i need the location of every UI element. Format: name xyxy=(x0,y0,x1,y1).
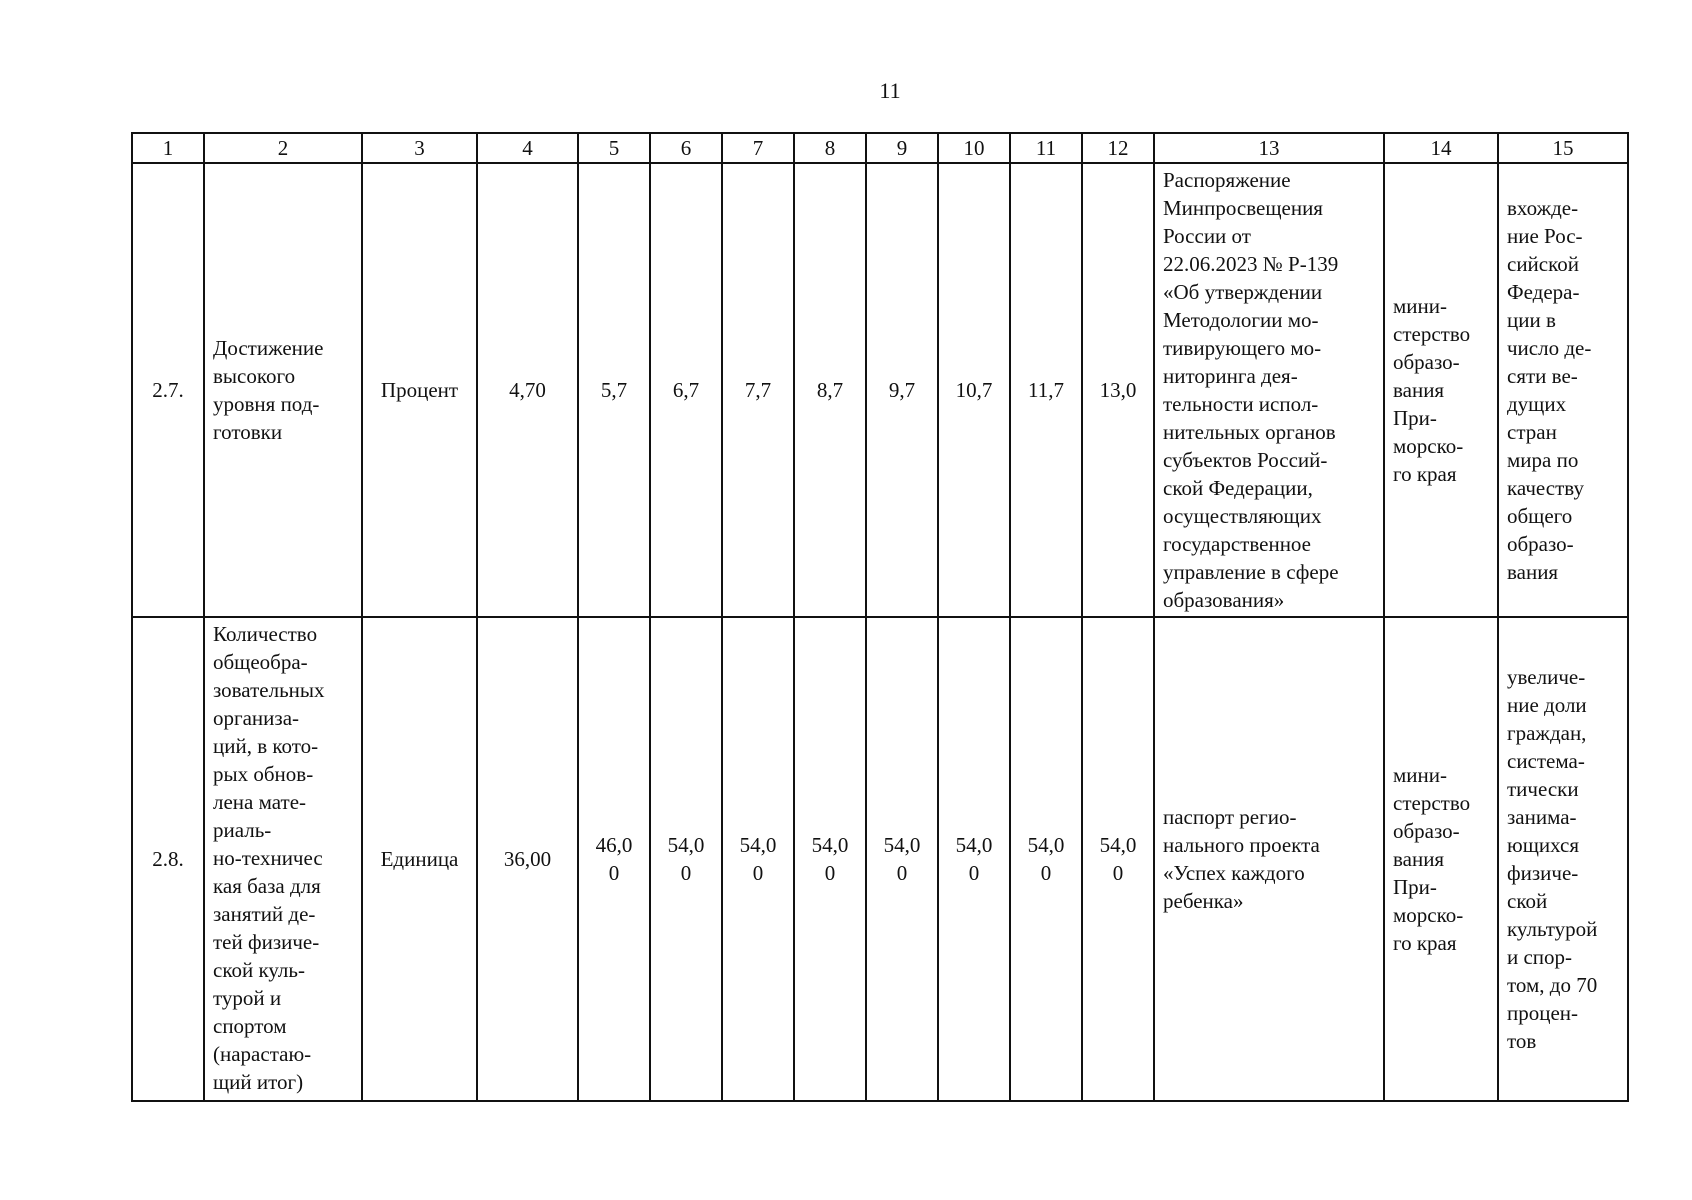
base-value-cell: 36,00 xyxy=(477,617,578,1101)
header-cell-11: 11 xyxy=(1010,133,1082,163)
header-cell-2: 2 xyxy=(204,133,362,163)
page-number: 11 xyxy=(879,78,901,103)
header-cell-8: 8 xyxy=(794,133,866,163)
document-cell: паспорт регио- нального проекта «Успех каждого ребенка» xyxy=(1154,617,1384,1101)
value-cell: 5,7 xyxy=(578,163,650,617)
header-cell-12: 12 xyxy=(1082,133,1154,163)
responsible-cell: мини- стерство образо- вания При- морско- го края xyxy=(1384,617,1498,1101)
unit-cell: Процент xyxy=(362,163,477,617)
header-cell-7: 7 xyxy=(722,133,794,163)
base-value-cell: 4,70 xyxy=(477,163,578,617)
value-cell: 54,0 0 xyxy=(1010,617,1082,1101)
value-cell: 10,7 xyxy=(938,163,1010,617)
value-cell: 8,7 xyxy=(794,163,866,617)
value-cell: 54,0 0 xyxy=(938,617,1010,1101)
header-cell-6: 6 xyxy=(650,133,722,163)
result-cell: увеличе- ние доли граждан, система- тически занима- ющихся физиче- ской культурой и спор- том, до 70 процен- тов xyxy=(1498,617,1628,1101)
value-cell: 54,0 0 xyxy=(1082,617,1154,1101)
table-row xyxy=(132,163,1628,617)
indicators-table xyxy=(131,132,1629,1102)
document-cell: Распоряжение Минпросвещения России от 22.06.2023 № Р-139 «Об утверждении Методологии мо- тивирующего мо- ниторинга дея- тельности испол- нительных органов субъектов Россий- ской Федерации, осуществляющих государственное управление в сфере образования» xyxy=(1154,163,1384,617)
header-cell-14: 14 xyxy=(1384,133,1498,163)
value-cell: 13,0 xyxy=(1082,163,1154,617)
value-cell: 54,0 0 xyxy=(866,617,938,1101)
result-cell: вхожде- ние Рос- сийской Федера- ции в число де- сяти ве- дущих стран мира по качеству общего образо- вания xyxy=(1498,163,1628,617)
header-cell-10: 10 xyxy=(938,133,1010,163)
value-cell: 54,0 0 xyxy=(650,617,722,1101)
header-cell-1: 1 xyxy=(132,133,204,163)
indicator-name: Достижение высокого уровня под- готовки xyxy=(204,163,362,617)
value-cell: 46,0 0 xyxy=(578,617,650,1101)
value-cell: 7,7 xyxy=(722,163,794,617)
value-cell: 9,7 xyxy=(866,163,938,617)
header-cell-5: 5 xyxy=(578,133,650,163)
value-cell: 11,7 xyxy=(1010,163,1082,617)
responsible-cell: мини- стерство образо- вания При- морско- го края xyxy=(1384,163,1498,617)
header-cell-3: 3 xyxy=(362,133,477,163)
row-id: 2.7. xyxy=(132,163,204,617)
header-cell-4: 4 xyxy=(477,133,578,163)
header-row xyxy=(132,133,1628,163)
header-cell-13: 13 xyxy=(1154,133,1384,163)
value-cell: 6,7 xyxy=(650,163,722,617)
header-cell-15: 15 xyxy=(1498,133,1628,163)
header-cell-9: 9 xyxy=(866,133,938,163)
table-row xyxy=(132,617,1628,1101)
row-id: 2.8. xyxy=(132,617,204,1101)
indicator-name: Количество общеобра- зовательных организа- ций, в кото- рых обнов- лена мате- риаль- но-техничес кая база для занятий де- тей физиче- ской куль- турой и спортом (нарастаю- щий итог) xyxy=(204,617,362,1101)
unit-cell: Единица xyxy=(362,617,477,1101)
value-cell: 54,0 0 xyxy=(722,617,794,1101)
value-cell: 54,0 0 xyxy=(794,617,866,1101)
